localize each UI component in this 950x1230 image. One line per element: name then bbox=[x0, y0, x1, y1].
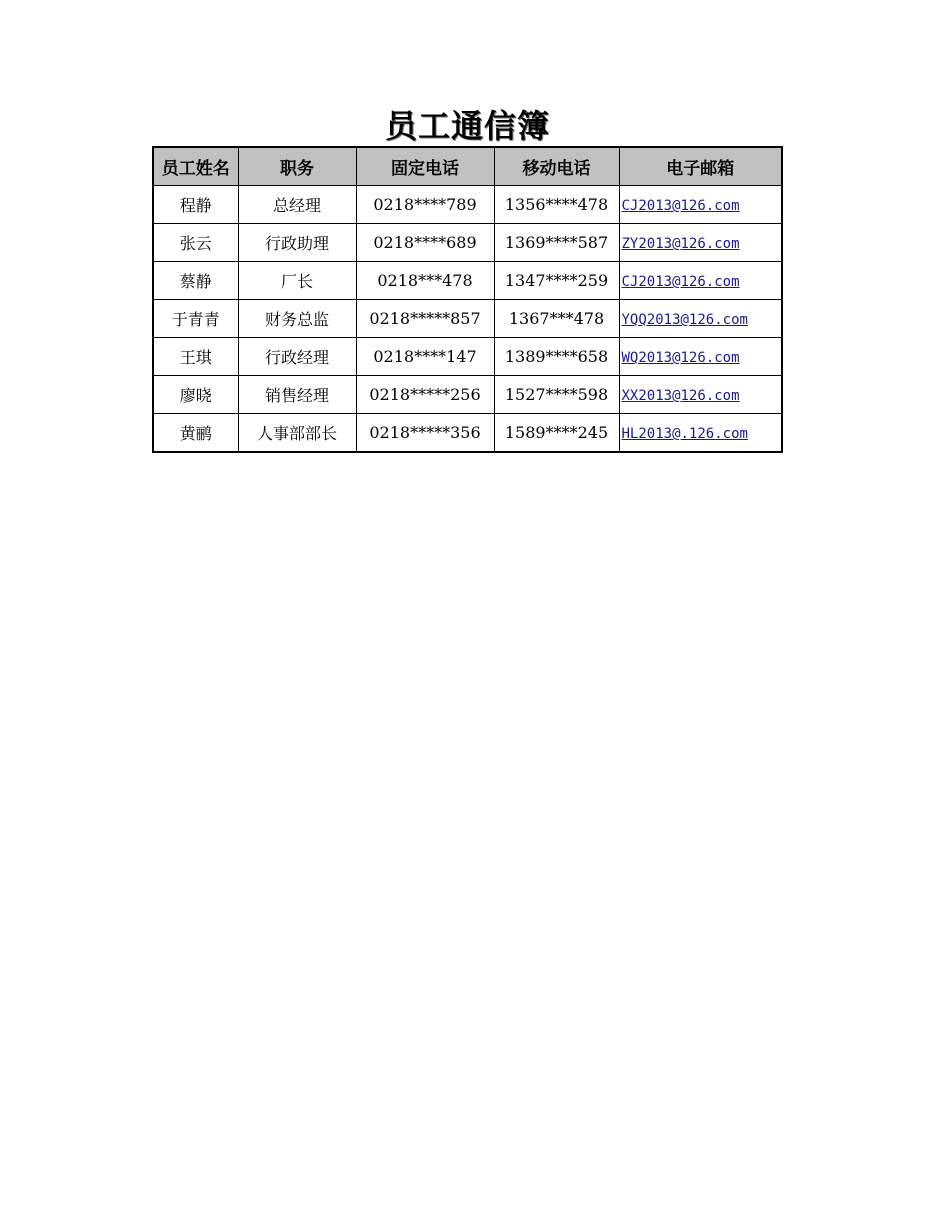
cell-landline: 0218****147 bbox=[356, 338, 494, 376]
cell-name: 程静 bbox=[153, 186, 238, 224]
table-row bbox=[153, 186, 782, 224]
email-link[interactable]: YQQ2013@126.com bbox=[621, 312, 748, 328]
cell-position: 行政经理 bbox=[238, 338, 356, 376]
cell-email bbox=[619, 262, 782, 300]
header-email: 电子邮箱 bbox=[619, 147, 782, 186]
cell-name: 于青青 bbox=[153, 300, 238, 338]
header-landline: 固定电话 bbox=[356, 147, 494, 186]
cell-position: 厂长 bbox=[238, 262, 356, 300]
cell-email bbox=[619, 300, 782, 338]
cell-name: 王琪 bbox=[153, 338, 238, 376]
cell-email bbox=[619, 376, 782, 414]
cell-mobile: 1527****598 bbox=[494, 376, 619, 414]
cell-mobile: 1389****658 bbox=[494, 338, 619, 376]
cell-mobile: 1356****478 bbox=[494, 186, 619, 224]
cell-mobile: 1347****259 bbox=[494, 262, 619, 300]
cell-mobile: 1369****587 bbox=[494, 224, 619, 262]
cell-position: 行政助理 bbox=[238, 224, 356, 262]
cell-landline: 0218****689 bbox=[356, 224, 494, 262]
cell-landline: 0218*****857 bbox=[356, 300, 494, 338]
cell-position: 总经理 bbox=[238, 186, 356, 224]
cell-name: 廖晓 bbox=[153, 376, 238, 414]
employee-directory-table bbox=[152, 146, 783, 453]
cell-email bbox=[619, 224, 782, 262]
table-header-row bbox=[153, 147, 782, 186]
table-row bbox=[153, 376, 782, 414]
header-mobile: 移动电话 bbox=[494, 147, 619, 186]
cell-position: 财务总监 bbox=[238, 300, 356, 338]
cell-landline: 0218***478 bbox=[356, 262, 494, 300]
cell-position: 人事部部长 bbox=[238, 414, 356, 453]
page-title: 员工通信簿 bbox=[384, 107, 550, 145]
email-link[interactable]: ZY2013@126.com bbox=[621, 236, 740, 252]
email-link[interactable]: XX2013@126.com bbox=[621, 388, 740, 404]
email-link[interactable]: WQ2013@126.com bbox=[621, 350, 740, 366]
cell-email bbox=[619, 414, 782, 453]
cell-mobile: 1367***478 bbox=[494, 300, 619, 338]
table-row bbox=[153, 224, 782, 262]
cell-landline: 0218****789 bbox=[356, 186, 494, 224]
table-row bbox=[153, 414, 782, 453]
cell-email bbox=[619, 338, 782, 376]
header-position: 职务 bbox=[238, 147, 356, 186]
table-row bbox=[153, 338, 782, 376]
email-link[interactable]: CJ2013@126.com bbox=[621, 274, 740, 290]
cell-name: 蔡静 bbox=[153, 262, 238, 300]
header-name: 员工姓名 bbox=[153, 147, 238, 186]
cell-mobile: 1589****245 bbox=[494, 414, 619, 453]
cell-name: 黄鹂 bbox=[153, 414, 238, 453]
email-link[interactable]: HL2013@.126.com bbox=[621, 426, 748, 442]
cell-landline: 0218*****356 bbox=[356, 414, 494, 453]
table-row bbox=[153, 300, 782, 338]
cell-email bbox=[619, 186, 782, 224]
cell-landline: 0218*****256 bbox=[356, 376, 494, 414]
table-row bbox=[153, 262, 782, 300]
email-link[interactable]: CJ2013@126.com bbox=[621, 198, 740, 214]
cell-name: 张云 bbox=[153, 224, 238, 262]
cell-position: 销售经理 bbox=[238, 376, 356, 414]
